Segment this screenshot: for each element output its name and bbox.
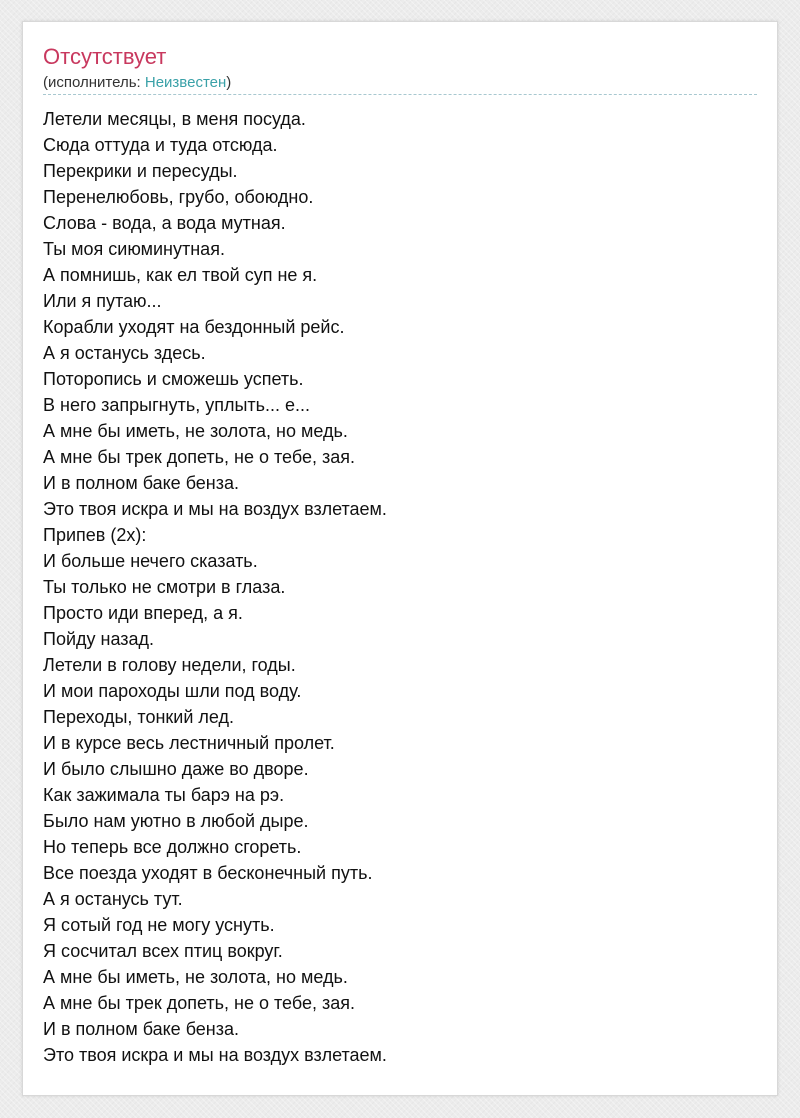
lyric-line: Корабли уходят на бездонный рейс.: [43, 317, 345, 337]
artist-suffix: ): [226, 74, 232, 91]
lyric-line: Но теперь все должно сгореть.: [43, 837, 302, 857]
lyric-line: Это твоя искра и мы на воздух взлетаем.: [43, 499, 387, 519]
lyric-line: А мне бы иметь, не золота, но медь.: [43, 421, 348, 441]
lyric-line: А я останусь тут.: [43, 889, 183, 909]
title-separator: [43, 94, 757, 95]
lyric-line: И мои пароходы шли под воду.: [43, 681, 302, 701]
artist-prefix: (исполнитель:: [43, 74, 145, 91]
lyric-line: Я сотый год не могу уснуть.: [43, 915, 275, 935]
lyric-line: А мне бы трек допеть, не о тебе, зая.: [43, 447, 355, 467]
lyric-line: И больше нечего сказать.: [43, 551, 258, 571]
lyric-line: И в курсе весь лестничный пролет.: [43, 733, 335, 753]
artist-link[interactable]: Неизвестен: [144, 74, 227, 91]
lyric-line: Было нам уютно в любой дыре.: [43, 811, 309, 831]
lyric-line: А я останусь здесь.: [43, 343, 206, 363]
lyric-line: Как зажимала ты барэ на рэ.: [43, 785, 285, 805]
lyric-line: Переходы, тонкий лед.: [43, 707, 235, 727]
lyric-line: Летели месяцы, в меня посуда.: [43, 109, 306, 129]
lyric-line: Слова - вода, а вода мутная.: [43, 213, 286, 233]
lyric-line: Просто иди вперед, а я.: [43, 603, 243, 623]
lyric-line: И в полном баке бенза.: [43, 473, 240, 493]
lyric-line: Поторопись и сможешь успеть.: [43, 369, 304, 389]
lyric-line: А мне бы трек допеть, не о тебе, зая.: [43, 993, 355, 1013]
lyric-line: Припев (2x):: [43, 525, 147, 545]
lyric-line: Ты только не смотри в глаза.: [43, 577, 286, 597]
lyric-line: Пойду назад.: [43, 629, 155, 649]
lyric-line: Или я путаю...: [43, 291, 162, 311]
lyric-line: Перенелюбовь, грубо, обоюдно.: [43, 187, 314, 207]
lyric-line: Ты моя сиюминутная.: [43, 239, 225, 259]
lyric-line: Сюда оттуда и туда отсюда.: [43, 135, 278, 155]
lyric-line: Летели в голову недели, годы.: [43, 655, 296, 675]
lyric-line: Все поезда уходят в бесконечный путь.: [43, 863, 373, 883]
lyric-line: А помнишь, как ел твой суп не я.: [43, 265, 318, 285]
lyric-line: Это твоя искра и мы на воздух взлетаем.: [43, 1045, 387, 1065]
lyric-line: А мне бы иметь, не золота, но медь.: [43, 967, 348, 987]
lyrics-card: [22, 21, 778, 1096]
song-title: Отсутствует: [43, 44, 167, 69]
lyric-line: В него запрыгнуть, уплыть... е...: [43, 395, 311, 415]
lyric-line: И в полном баке бенза.: [43, 1019, 240, 1039]
lyric-line: Я сосчитал всех птиц вокруг.: [43, 941, 283, 961]
artist-line: [43, 73, 231, 93]
lyric-line: И было слышно даже во дворе.: [43, 759, 309, 779]
lyric-line: Перекрики и пересуды.: [43, 161, 238, 181]
lyrics-text: [43, 106, 387, 1068]
